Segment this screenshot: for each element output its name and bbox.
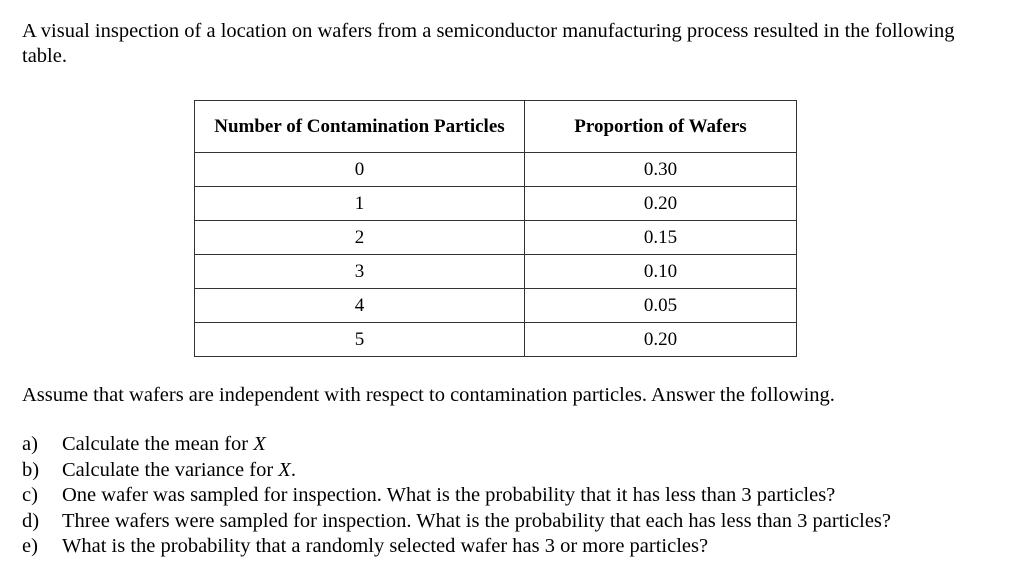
list-item <box>22 483 891 509</box>
list-item <box>22 432 891 458</box>
cell-proportion: 0.20 <box>524 187 796 221</box>
cell-particles: 3 <box>195 255 525 289</box>
intro-paragraph: A visual inspection of a location on wafers from a semiconductor manufacturing process resulted in the following table. <box>22 20 955 67</box>
header-particles: Number of Contamination Particles <box>195 101 525 153</box>
question-letter: b) <box>22 458 40 481</box>
list-item <box>22 534 891 560</box>
cell-particles: 1 <box>195 187 525 221</box>
table-row <box>195 221 797 255</box>
cell-proportion: 0.15 <box>524 221 796 255</box>
table-row <box>195 255 797 289</box>
question-text: What is the probability that a randomly selected wafer has 3 or more particles? <box>62 535 709 557</box>
table-row <box>195 187 797 221</box>
question-letter: e) <box>22 535 38 557</box>
question-letter: c) <box>22 484 38 506</box>
header-proportion: Proportion of Wafers <box>524 101 796 153</box>
cell-proportion: 0.05 <box>524 289 796 323</box>
cell-proportion: 0.30 <box>524 153 796 187</box>
table-row <box>195 153 797 187</box>
cell-particles: 0 <box>195 153 525 187</box>
contamination-table <box>194 100 797 357</box>
table-header-row <box>195 101 797 153</box>
question-text: Calculate the mean for X <box>62 433 266 455</box>
question-text: One wafer was sampled for inspection. What is the probability that it has less than 3 particles? <box>62 484 836 506</box>
cell-proportion: 0.20 <box>524 323 796 357</box>
question-text: Three wafers were sampled for inspection. What is the probability that each has less than 3 particles? <box>62 509 892 532</box>
cell-particles: 4 <box>195 289 525 323</box>
question-letter: a) <box>22 433 38 455</box>
assumption-text: Assume that wafers are independent with respect to contamination particles. Answer the following. <box>22 384 835 406</box>
question-letter: d) <box>22 509 40 532</box>
cell-proportion: 0.10 <box>524 255 796 289</box>
list-item <box>22 509 891 535</box>
cell-particles: 5 <box>195 323 525 357</box>
question-list <box>22 432 891 560</box>
question-text: Calculate the variance for X. <box>62 458 296 481</box>
table-row <box>195 289 797 323</box>
list-item <box>22 458 891 484</box>
table-row <box>195 323 797 357</box>
cell-particles: 2 <box>195 221 525 255</box>
